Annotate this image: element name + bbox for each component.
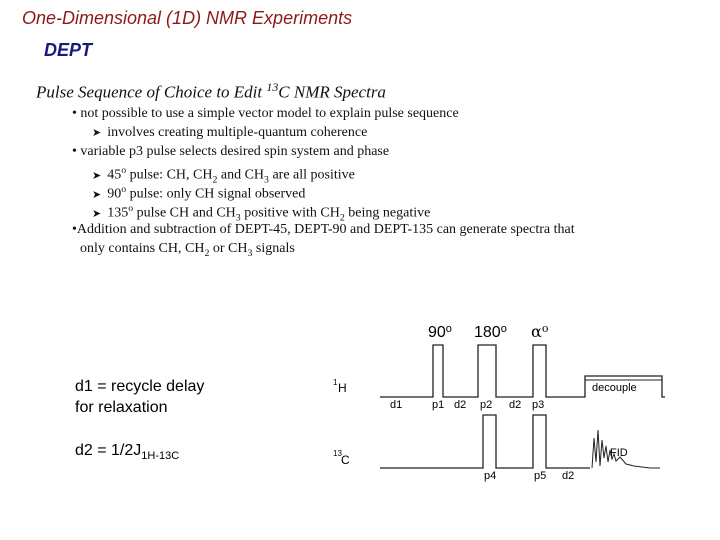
bullet-2b: ➤ 90$^o$ pulse: only CH signal observed xyxy=(92,184,306,202)
arrow-icon: ➤ xyxy=(92,207,102,220)
h-channel-label: H xyxy=(338,381,347,395)
decouple-label: decouple xyxy=(592,382,637,394)
label-p1: p1 xyxy=(432,399,445,411)
label-d2: d2 xyxy=(454,399,467,411)
bullet-2a: ➤ 45$^o$ pulse: CH, $CH_2$ and $CH_3$ are all positive xyxy=(92,165,355,186)
slide-subtitle: DEPT xyxy=(44,40,93,60)
note-d2: $d2 = 1/2J_{1H-13C}$ xyxy=(75,442,180,463)
bullet-3b: only contains CH, $CH_2$ or $CH_3$ signals xyxy=(80,241,295,259)
section-heading: Pulse Sequence of Choice to Edit $^{13}$C NMR Spectra xyxy=(36,80,386,102)
bullet-2: • variable p3 pulse selects desired spin system and phase xyxy=(72,144,390,159)
label-p5: p5 xyxy=(534,470,547,482)
bullet-1a: ➤ involves creating multiple-quantum coherence xyxy=(92,125,368,140)
arrow-icon: ➤ xyxy=(92,127,102,139)
label-p4: p4 xyxy=(484,470,497,482)
label-p3: p3 xyxy=(532,399,545,411)
arrow-icon: ➤ xyxy=(92,188,102,201)
angle-180-label: 180$^o$ xyxy=(474,323,507,341)
bullet-3: •Addition and subtraction of DEPT-45, DEPT-90 and DEPT-135 can generate spectra that xyxy=(72,222,575,237)
angle-alpha-label: $\alpha^o$ xyxy=(531,322,549,341)
c-channel-sup: 13 xyxy=(333,449,342,458)
slide-title: One-Dimensional (1D) NMR Experiments xyxy=(22,8,353,28)
label-d2: d2 xyxy=(509,399,522,411)
note-d1-line2: for relaxation xyxy=(75,399,168,416)
label-d2-bottom: d2 xyxy=(562,470,575,482)
note-d1-line1: d1 = recycle delay xyxy=(75,378,205,395)
c-channel-label: C xyxy=(341,453,350,467)
bullet-2c: ➤ 135$^o$ pulse CH and $CH_3$ positive with $CH_2$ being negative xyxy=(92,203,431,224)
bullet-1: • not possible to use a simple vector model to explain pulse sequence xyxy=(72,106,459,121)
arrow-icon: ➤ xyxy=(92,169,102,182)
c-pulse-line xyxy=(380,415,590,468)
h-channel-sup: 1 xyxy=(333,378,338,387)
label-p2: p2 xyxy=(480,399,493,411)
label-d1: d1 xyxy=(390,399,403,411)
angle-90-label: 90$^o$ xyxy=(428,323,452,341)
fid-label: FID xyxy=(610,447,628,459)
